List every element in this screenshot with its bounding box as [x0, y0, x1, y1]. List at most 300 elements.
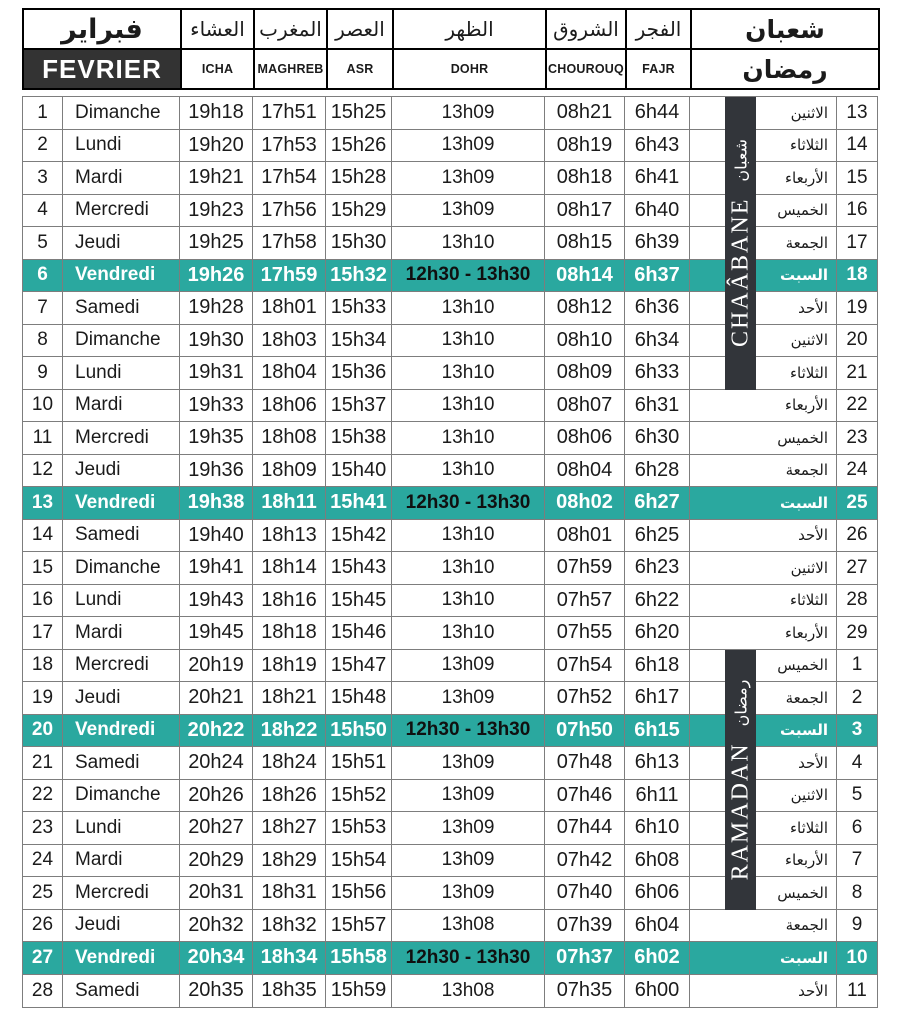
- chaabane-vertical-bar: [725, 97, 756, 390]
- fajr-time: 6h34: [625, 325, 690, 357]
- hijri-day: 14: [846, 134, 868, 156]
- dohr-time: 13h10: [392, 390, 545, 422]
- dohr-time: 13h09: [392, 162, 545, 194]
- icha-time: 19h38: [180, 487, 253, 519]
- asr-time: 15h54: [326, 845, 392, 877]
- chourouq-time: 08h18: [545, 162, 625, 194]
- weekday-arabic: الأحد: [690, 292, 837, 324]
- weekday-french: Jeudi: [63, 227, 180, 259]
- fajr-time: 6h17: [625, 682, 690, 714]
- hijri-day: 5: [851, 784, 863, 806]
- chourouq-time: 08h19: [545, 130, 625, 162]
- ramadan-vertical-label: [727, 679, 754, 880]
- weekday-arabic: السبت: [690, 942, 837, 974]
- weekday-arabic: الثلاثاء: [690, 812, 837, 844]
- column-header-maghreb: MAGHREB: [255, 50, 328, 90]
- maghreb-time: 18h19: [253, 650, 326, 682]
- fajr-time: 6h37: [625, 260, 690, 292]
- maghreb-time: 17h54: [253, 162, 326, 194]
- dohr-time: 13h10: [392, 422, 545, 454]
- hijri-day: 18: [846, 264, 868, 286]
- icha-time: 19h28: [180, 292, 253, 324]
- hijri-day: 11: [847, 979, 867, 1001]
- hijri-day: 7: [851, 849, 863, 871]
- icha-time: 19h18: [180, 97, 253, 129]
- dohr-time: 13h10: [392, 455, 545, 487]
- weekday-french: Mercredi: [63, 422, 180, 454]
- icha-time: 20h32: [180, 910, 253, 942]
- chourouq-time: 08h14: [545, 260, 625, 292]
- column-header-dohr-arabic: الظهر: [394, 10, 547, 50]
- gregorian-day: 5: [23, 227, 63, 259]
- hijri-day: 20: [846, 329, 868, 351]
- gregorian-day: 24: [23, 845, 63, 877]
- weekday-arabic: الاثنين: [690, 780, 837, 812]
- weekday-arabic: الخميس: [690, 422, 837, 454]
- hijri-day: 10: [846, 946, 868, 968]
- chourouq-time: 07h50: [545, 715, 625, 747]
- table-row: [23, 487, 877, 520]
- weekday-arabic: الثلاثاء: [690, 130, 837, 162]
- weekday-arabic: الثلاثاء: [690, 585, 837, 617]
- icha-time: 19h41: [180, 552, 253, 584]
- weekday-arabic: الأربعاء: [690, 390, 837, 422]
- weekday-arabic: السبت: [690, 487, 837, 519]
- asr-time: 15h34: [326, 325, 392, 357]
- asr-time: 15h45: [326, 585, 392, 617]
- weekday-french: Mardi: [63, 617, 180, 649]
- dohr-time: 13h09: [392, 812, 545, 844]
- icha-time: 19h21: [180, 162, 253, 194]
- dohr-time: 13h09: [392, 780, 545, 812]
- icha-time: 20h22: [180, 715, 253, 747]
- weekday-arabic: الاثنين: [690, 552, 837, 584]
- dohr-time: 13h09: [392, 682, 545, 714]
- hijri-day: 28: [846, 589, 868, 611]
- icha-time: 20h31: [180, 877, 253, 909]
- maghreb-time: 18h22: [253, 715, 326, 747]
- fajr-time: 6h22: [625, 585, 690, 617]
- hijri-day: 15: [846, 166, 868, 188]
- chourouq-time: 07h52: [545, 682, 625, 714]
- dohr-time: 13h10: [392, 552, 545, 584]
- weekday-arabic: الجمعة: [690, 682, 837, 714]
- icha-time: 19h35: [180, 422, 253, 454]
- icha-time: 19h23: [180, 195, 253, 227]
- maghreb-time: 18h13: [253, 520, 326, 552]
- gregorian-day: 17: [23, 617, 63, 649]
- maghreb-time: 18h04: [253, 357, 326, 389]
- timetable-body: [22, 96, 878, 1008]
- weekday-arabic: الجمعة: [690, 227, 837, 259]
- weekday-french: Samedi: [63, 975, 180, 1008]
- ramadan-label-french: RAMADAN: [727, 741, 753, 880]
- chourouq-time: 08h10: [545, 325, 625, 357]
- month-name-arabic: فبراير: [24, 10, 182, 50]
- chourouq-time: 08h01: [545, 520, 625, 552]
- asr-time: 15h59: [326, 975, 392, 1008]
- chourouq-time: 07h59: [545, 552, 625, 584]
- icha-time: 19h33: [180, 390, 253, 422]
- hijri-day: 8: [851, 881, 863, 903]
- weekday-french: Jeudi: [63, 455, 180, 487]
- asr-time: 15h50: [326, 715, 392, 747]
- weekday-arabic: الجمعة: [690, 455, 837, 487]
- dohr-time: 13h10: [392, 585, 545, 617]
- weekday-arabic: السبت: [690, 260, 837, 292]
- fajr-time: 6h30: [625, 422, 690, 454]
- gregorian-day: 8: [23, 325, 63, 357]
- hijri-day: 4: [851, 751, 863, 773]
- fajr-time: 6h23: [625, 552, 690, 584]
- hijri-day: 29: [846, 621, 868, 643]
- fajr-time: 6h27: [625, 487, 690, 519]
- maghreb-time: 18h14: [253, 552, 326, 584]
- fajr-time: 6h41: [625, 162, 690, 194]
- hijri-day: 6: [851, 816, 863, 838]
- dohr-time: 13h10: [392, 357, 545, 389]
- weekday-french: Mardi: [63, 390, 180, 422]
- dohr-time: 13h09: [392, 845, 545, 877]
- table-header: [22, 8, 880, 90]
- icha-time: 19h20: [180, 130, 253, 162]
- icha-time: 19h30: [180, 325, 253, 357]
- hijri-day: 2: [851, 686, 863, 708]
- weekday-arabic: الأربعاء: [690, 845, 837, 877]
- asr-time: 15h51: [326, 747, 392, 779]
- hijri-day: 23: [846, 426, 868, 448]
- maghreb-time: 18h18: [253, 617, 326, 649]
- gregorian-day: 6: [23, 260, 63, 292]
- icha-time: 19h31: [180, 357, 253, 389]
- maghreb-time: 17h58: [253, 227, 326, 259]
- gregorian-day: 1: [23, 97, 63, 129]
- maghreb-time: 18h31: [253, 877, 326, 909]
- asr-time: 15h52: [326, 780, 392, 812]
- weekday-french: Vendredi: [63, 942, 180, 974]
- fajr-time: 6h13: [625, 747, 690, 779]
- asr-time: 15h58: [326, 942, 392, 974]
- gregorian-day: 7: [23, 292, 63, 324]
- dohr-time: 13h09: [392, 97, 545, 129]
- maghreb-time: 18h27: [253, 812, 326, 844]
- gregorian-day: 10: [23, 390, 63, 422]
- icha-time: 19h36: [180, 455, 253, 487]
- weekday-arabic: الخميس: [690, 195, 837, 227]
- fajr-time: 6h44: [625, 97, 690, 129]
- weekday-french: Dimanche: [63, 552, 180, 584]
- weekday-arabic: الاثنين: [690, 325, 837, 357]
- gregorian-day: 4: [23, 195, 63, 227]
- icha-time: 20h21: [180, 682, 253, 714]
- weekday-french: Mardi: [63, 845, 180, 877]
- gregorian-day: 12: [23, 455, 63, 487]
- maghreb-time: 18h11: [253, 487, 326, 519]
- icha-time: 19h45: [180, 617, 253, 649]
- hijri-day: 16: [846, 199, 868, 221]
- weekday-french: Jeudi: [63, 910, 180, 942]
- chourouq-time: 08h15: [545, 227, 625, 259]
- weekday-arabic: الأحد: [690, 747, 837, 779]
- chourouq-time: 07h48: [545, 747, 625, 779]
- hijri-day: 27: [846, 556, 868, 578]
- dohr-time: 13h08: [392, 910, 545, 942]
- icha-time: 20h19: [180, 650, 253, 682]
- weekday-french: Samedi: [63, 520, 180, 552]
- hijri-day: 17: [846, 231, 868, 253]
- gregorian-day: 28: [23, 975, 63, 1008]
- icha-time: 20h34: [180, 942, 253, 974]
- asr-time: 15h33: [326, 292, 392, 324]
- weekday-french: Vendredi: [63, 487, 180, 519]
- icha-time: 20h27: [180, 812, 253, 844]
- weekday-french: Vendredi: [63, 715, 180, 747]
- hijri-day: 3: [851, 719, 863, 741]
- fajr-time: 6h33: [625, 357, 690, 389]
- fajr-time: 6h11: [625, 780, 690, 812]
- asr-time: 15h46: [326, 617, 392, 649]
- column-header-chourouq: CHOUROUQ: [547, 50, 627, 90]
- maghreb-time: 17h59: [253, 260, 326, 292]
- chourouq-time: 08h06: [545, 422, 625, 454]
- table-row: [23, 942, 877, 975]
- table-row: [23, 975, 877, 1008]
- chourouq-time: 07h37: [545, 942, 625, 974]
- gregorian-day: 18: [23, 650, 63, 682]
- maghreb-time: 17h53: [253, 130, 326, 162]
- dohr-time: 13h10: [392, 292, 545, 324]
- table-row: [23, 390, 877, 423]
- asr-time: 15h29: [326, 195, 392, 227]
- dohr-time: 13h09: [392, 130, 545, 162]
- chourouq-time: 07h40: [545, 877, 625, 909]
- dohr-time: 12h30 - 13h30: [392, 715, 545, 747]
- asr-time: 15h42: [326, 520, 392, 552]
- fajr-time: 6h10: [625, 812, 690, 844]
- weekday-french: Jeudi: [63, 682, 180, 714]
- maghreb-time: 17h51: [253, 97, 326, 129]
- hijri-day: 9: [851, 914, 863, 936]
- maghreb-time: 17h56: [253, 195, 326, 227]
- hijri-day: 21: [846, 361, 868, 383]
- gregorian-day: 23: [23, 812, 63, 844]
- asr-time: 15h47: [326, 650, 392, 682]
- weekday-french: Samedi: [63, 747, 180, 779]
- gregorian-day: 21: [23, 747, 63, 779]
- weekday-arabic: الأحد: [690, 520, 837, 552]
- maghreb-time: 18h32: [253, 910, 326, 942]
- gregorian-day: 26: [23, 910, 63, 942]
- icha-time: 20h35: [180, 975, 253, 1008]
- asr-time: 15h43: [326, 552, 392, 584]
- weekday-arabic: الاثنين: [690, 97, 837, 129]
- chourouq-time: 07h42: [545, 845, 625, 877]
- weekday-french: Dimanche: [63, 97, 180, 129]
- maghreb-time: 18h29: [253, 845, 326, 877]
- chourouq-time: 07h35: [545, 975, 625, 1008]
- chourouq-time: 07h57: [545, 585, 625, 617]
- gregorian-day: 2: [23, 130, 63, 162]
- hijri-day: 24: [846, 459, 868, 481]
- table-row: [23, 455, 877, 488]
- column-header-icha-arabic: العشاء: [182, 10, 255, 50]
- dohr-time: 13h10: [392, 325, 545, 357]
- maghreb-time: 18h35: [253, 975, 326, 1008]
- asr-time: 15h28: [326, 162, 392, 194]
- asr-time: 15h56: [326, 877, 392, 909]
- chourouq-time: 08h21: [545, 97, 625, 129]
- asr-time: 15h41: [326, 487, 392, 519]
- ramadan-label-arabic: رمضان: [731, 679, 750, 726]
- maghreb-time: 18h16: [253, 585, 326, 617]
- dohr-time: 12h30 - 13h30: [392, 942, 545, 974]
- maghreb-time: 18h26: [253, 780, 326, 812]
- maghreb-time: 18h34: [253, 942, 326, 974]
- asr-time: 15h37: [326, 390, 392, 422]
- asr-time: 15h40: [326, 455, 392, 487]
- dohr-time: 12h30 - 13h30: [392, 260, 545, 292]
- fajr-time: 6h40: [625, 195, 690, 227]
- weekday-french: Mercredi: [63, 877, 180, 909]
- maghreb-time: 18h24: [253, 747, 326, 779]
- table-row: [23, 585, 877, 618]
- fajr-time: 6h00: [625, 975, 690, 1008]
- hijri-month-chaabane: شعبان: [692, 10, 880, 50]
- weekday-arabic: الأربعاء: [690, 162, 837, 194]
- prayer-timetable: [22, 8, 880, 1008]
- maghreb-time: 18h01: [253, 292, 326, 324]
- month-name-french: FEVRIER: [24, 50, 182, 90]
- table-row: [23, 552, 877, 585]
- weekday-french: Lundi: [63, 812, 180, 844]
- dohr-time: 13h10: [392, 520, 545, 552]
- gregorian-day: 3: [23, 162, 63, 194]
- fajr-time: 6h18: [625, 650, 690, 682]
- weekday-french: Mercredi: [63, 650, 180, 682]
- weekday-arabic: الأحد: [690, 975, 837, 1008]
- chourouq-time: 07h39: [545, 910, 625, 942]
- fajr-time: 6h06: [625, 877, 690, 909]
- table-row: [23, 422, 877, 455]
- hijri-day: 25: [846, 491, 868, 513]
- fajr-time: 6h02: [625, 942, 690, 974]
- dohr-time: 13h08: [392, 975, 545, 1008]
- dohr-time: 13h09: [392, 747, 545, 779]
- maghreb-time: 18h06: [253, 390, 326, 422]
- fajr-time: 6h04: [625, 910, 690, 942]
- dohr-time: 13h09: [392, 195, 545, 227]
- chourouq-time: 08h07: [545, 390, 625, 422]
- chourouq-time: 08h17: [545, 195, 625, 227]
- column-header-fajr-arabic: الفجر: [627, 10, 692, 50]
- weekday-french: Lundi: [63, 585, 180, 617]
- maghreb-time: 18h03: [253, 325, 326, 357]
- weekday-arabic: الثلاثاء: [690, 357, 837, 389]
- asr-time: 15h48: [326, 682, 392, 714]
- weekday-arabic: الخميس: [690, 650, 837, 682]
- fajr-time: 6h39: [625, 227, 690, 259]
- icha-time: 19h40: [180, 520, 253, 552]
- hijri-day: 1: [851, 654, 863, 676]
- weekday-french: Mardi: [63, 162, 180, 194]
- asr-time: 15h36: [326, 357, 392, 389]
- column-header-icha: ICHA: [182, 50, 255, 90]
- column-header-asr-arabic: العصر: [328, 10, 394, 50]
- dohr-time: 13h09: [392, 650, 545, 682]
- chaabane-label-french: CHAÂBANE: [727, 197, 753, 348]
- dohr-time: 13h10: [392, 617, 545, 649]
- gregorian-day: 27: [23, 942, 63, 974]
- fajr-time: 6h28: [625, 455, 690, 487]
- gregorian-day: 15: [23, 552, 63, 584]
- asr-time: 15h57: [326, 910, 392, 942]
- gregorian-day: 19: [23, 682, 63, 714]
- asr-time: 15h26: [326, 130, 392, 162]
- gregorian-day: 25: [23, 877, 63, 909]
- column-header-asr: ASR: [328, 50, 394, 90]
- chourouq-time: 07h46: [545, 780, 625, 812]
- weekday-arabic: الخميس: [690, 877, 837, 909]
- hijri-month-ramadan: رمضان: [692, 50, 880, 90]
- gregorian-day: 14: [23, 520, 63, 552]
- column-header-maghreb-arabic: المغرب: [255, 10, 328, 50]
- maghreb-time: 18h08: [253, 422, 326, 454]
- asr-time: 15h53: [326, 812, 392, 844]
- dohr-time: 13h10: [392, 227, 545, 259]
- chaabane-vertical-label: [727, 139, 754, 347]
- icha-time: 20h26: [180, 780, 253, 812]
- fajr-time: 6h15: [625, 715, 690, 747]
- gregorian-day: 9: [23, 357, 63, 389]
- chourouq-time: 08h12: [545, 292, 625, 324]
- maghreb-time: 18h21: [253, 682, 326, 714]
- fajr-time: 6h43: [625, 130, 690, 162]
- icha-time: 19h25: [180, 227, 253, 259]
- chourouq-time: 08h09: [545, 357, 625, 389]
- icha-time: 19h43: [180, 585, 253, 617]
- maghreb-time: 18h09: [253, 455, 326, 487]
- weekday-french: Samedi: [63, 292, 180, 324]
- chourouq-time: 08h04: [545, 455, 625, 487]
- gregorian-day: 20: [23, 715, 63, 747]
- weekday-french: Vendredi: [63, 260, 180, 292]
- icha-time: 20h24: [180, 747, 253, 779]
- gregorian-day: 16: [23, 585, 63, 617]
- hijri-day: 13: [846, 101, 868, 123]
- ramadan-vertical-bar: [725, 650, 756, 910]
- column-header-fajr: FAJR: [627, 50, 692, 90]
- table-row: [23, 910, 877, 943]
- hijri-day: 26: [846, 524, 868, 546]
- table-row: [23, 617, 877, 650]
- fajr-time: 6h08: [625, 845, 690, 877]
- table-row: [23, 520, 877, 553]
- asr-time: 15h25: [326, 97, 392, 129]
- chaabane-label-arabic: شعبان: [731, 139, 750, 182]
- gregorian-day: 11: [23, 422, 63, 454]
- gregorian-day: 22: [23, 780, 63, 812]
- weekday-french: Lundi: [63, 130, 180, 162]
- fajr-time: 6h36: [625, 292, 690, 324]
- asr-time: 15h38: [326, 422, 392, 454]
- asr-time: 15h32: [326, 260, 392, 292]
- fajr-time: 6h20: [625, 617, 690, 649]
- column-header-dohr: DOHR: [394, 50, 547, 90]
- weekday-arabic: الأربعاء: [690, 617, 837, 649]
- fajr-time: 6h31: [625, 390, 690, 422]
- weekday-french: Mercredi: [63, 195, 180, 227]
- hijri-day: 19: [846, 296, 868, 318]
